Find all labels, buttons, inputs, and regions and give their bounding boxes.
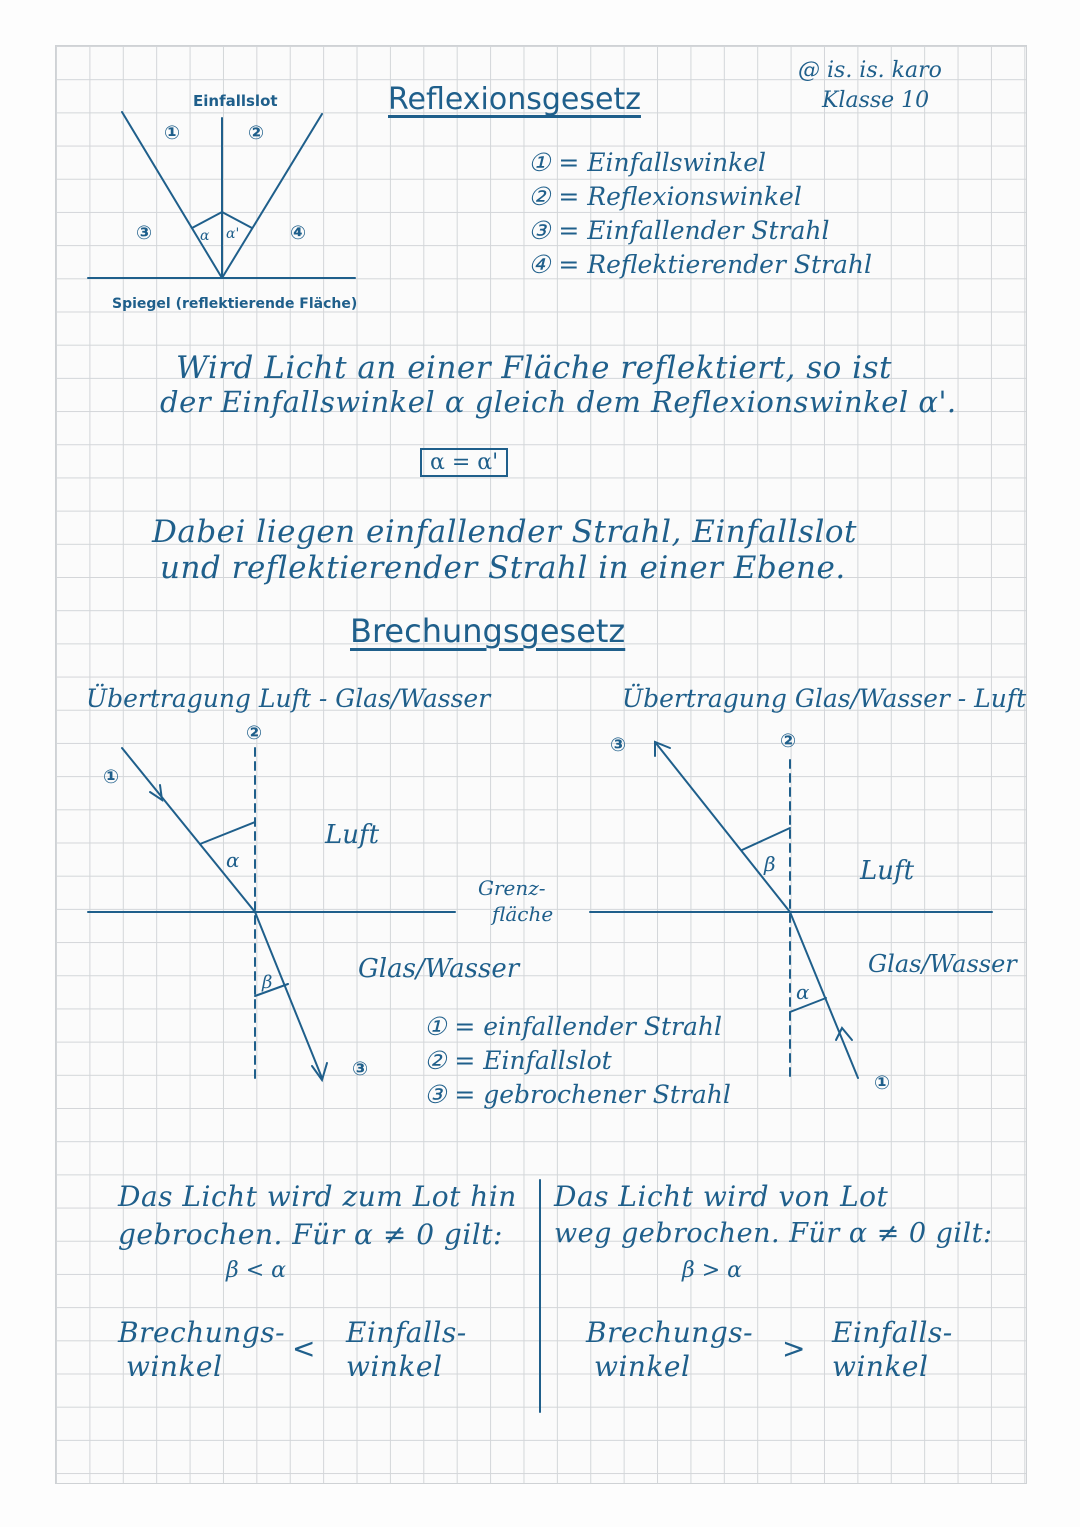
reflection-legend-item: ① = Einfallswinkel [528, 148, 767, 177]
left-marker-3: ③ [352, 1058, 369, 1080]
right-marker-1: ① [874, 1072, 891, 1094]
conclusion-left-word: Einfalls- [346, 1316, 467, 1349]
conclusion-left-line: gebrochen. Für α ≠ 0 gilt: [118, 1218, 503, 1251]
marker-1: ① [164, 122, 181, 144]
angle-alpha-prime-label: α' [226, 226, 240, 242]
left-angle-alpha: α [226, 848, 240, 872]
boundary-label: Grenz- [478, 876, 546, 900]
conclusion-left-word: Brechungs- [118, 1316, 286, 1349]
conclusion-left-word: winkel [346, 1350, 443, 1383]
conclusion-right-comparator: > [782, 1332, 806, 1365]
left-heading: Übertragung Luft - Glas/Wasser [86, 684, 491, 713]
conclusion-right-word: winkel [594, 1350, 691, 1383]
reflection-formula: α = α' [420, 448, 508, 477]
left-marker-2: ② [246, 722, 263, 744]
conclusion-right-word: Einfalls- [832, 1316, 953, 1349]
refraction-legend-item: ① = einfallender Strahl [424, 1012, 723, 1041]
reflection-text-line: der Einfallswinkel α gleich dem Reflexionswinkel α'. [160, 385, 957, 419]
left-incident-arrow [150, 785, 162, 800]
left-medium-bottom: Glas/Wasser [358, 954, 520, 984]
right-marker-2: ② [780, 730, 797, 752]
marker-2: ② [248, 122, 265, 144]
reflection-text-line: Wird Licht an einer Fläche reflektiert, so ist [176, 350, 892, 386]
refraction-legend-item: ③ = gebrochener Strahl [424, 1080, 731, 1109]
left-marker-1: ① [103, 766, 120, 788]
right-medium-bottom: Glas/Wasser [868, 950, 1017, 978]
conclusion-left-line: Das Licht wird zum Lot hin [118, 1180, 517, 1213]
left-angle-beta: β [262, 972, 273, 993]
marker-4: ④ [290, 222, 307, 244]
reflection-legend-item: ③ = Einfallender Strahl [528, 216, 830, 245]
right-marker-3: ③ [610, 734, 627, 756]
right-angle-alpha: α [796, 980, 810, 1004]
reflection-legend-item: ② = Reflexionswinkel [528, 182, 802, 211]
conclusion-right-line: Das Licht wird von Lot [554, 1180, 889, 1213]
marker-3: ③ [136, 222, 153, 244]
conclusion-left-relation: β < α [226, 1258, 286, 1283]
conclusion-left-comparator: < [292, 1332, 316, 1365]
reflection-text-line: und reflektierender Strahl in einer Ebene. [160, 550, 846, 586]
angle-alpha-label: α [200, 228, 210, 244]
normal-label: Einfallslot [193, 92, 278, 110]
author-handle: @ is. is. karo [798, 58, 942, 83]
right-angle-beta: β [764, 852, 776, 876]
right-exiting-ray [655, 742, 790, 912]
left-refracted-ray [255, 912, 322, 1078]
conclusion-right-word: Brechungs- [586, 1316, 754, 1349]
title-reflection: Reflexionsgesetz [388, 82, 641, 117]
left-medium-top: Luft [325, 820, 380, 850]
reflected-ray [222, 114, 322, 278]
title-refraction: Brechungsgesetz [350, 612, 626, 650]
right-beta-wedge [742, 828, 790, 850]
class-label: Klasse 10 [822, 88, 930, 113]
conclusion-right-relation: β > α [682, 1258, 742, 1283]
mirror-label: Spiegel (reflektierende Fläche) [112, 296, 358, 312]
conclusion-right-line: weg gebrochen. Für α ≠ 0 gilt: [554, 1218, 993, 1249]
refraction-legend-item: ② = Einfallslot [424, 1046, 612, 1075]
reflection-text-line: Dabei liegen einfallender Strahl, Einfallslot [152, 514, 857, 550]
conclusion-right-word: winkel [832, 1350, 929, 1383]
boundary-label: fläche [492, 902, 554, 926]
right-medium-top: Luft [860, 856, 915, 886]
right-heading: Übertragung Glas/Wasser - Luft [622, 684, 1027, 713]
conclusion-left-word: winkel [126, 1350, 223, 1383]
left-alpha-wedge [200, 822, 255, 844]
reflection-legend-item: ④ = Reflektierender Strahl [528, 250, 872, 279]
